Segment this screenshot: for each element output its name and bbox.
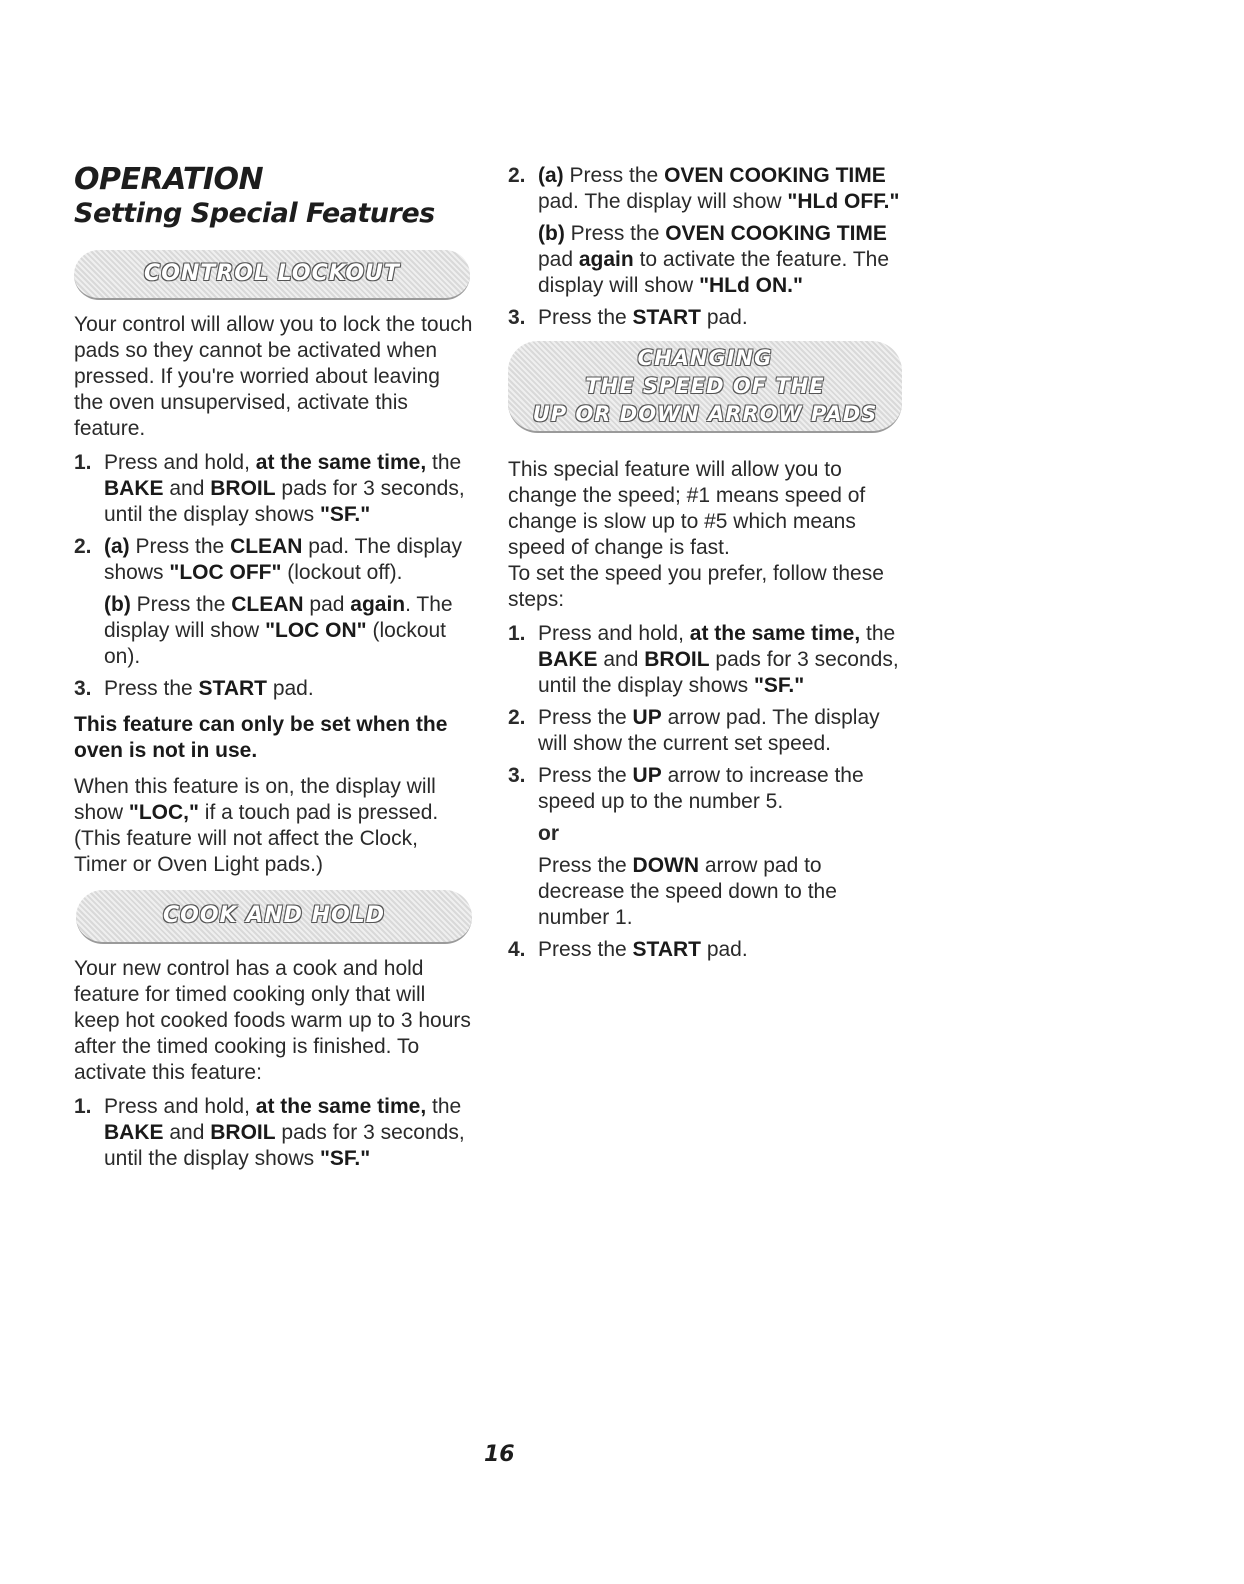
control-lockout-note: This feature can only be set when the oven is not in use. bbox=[74, 713, 448, 762]
arrow-speed-steps bbox=[508, 621, 908, 963]
section-title: OPERATION bbox=[74, 162, 264, 197]
control-lockout-intro: Your control will allow you to lock the touch pads so they cannot be activated when pressed. If you're worried about leaving the oven unsupervised, activate this feature. bbox=[74, 313, 473, 440]
step-text: Press and hold, at the same time, the BAKE and BROIL pads for 3 seconds, until the display shows "SF." bbox=[104, 451, 465, 526]
step-number: 3. bbox=[74, 677, 92, 700]
step-number: 4. bbox=[508, 938, 526, 961]
step-text: Press and hold, at the same time, the BAKE and BROIL pads for 3 seconds, until the display shows "SF." bbox=[104, 1095, 465, 1170]
step-number: 2. bbox=[508, 706, 526, 729]
list-item bbox=[508, 305, 908, 331]
left-column bbox=[74, 162, 474, 1178]
step-text: Press the START pad. bbox=[104, 677, 314, 700]
list-item bbox=[74, 450, 474, 528]
sub-step-b: (b) Press the OVEN COOKING TIME pad again to activate the feature. The display will show "HLd ON." bbox=[538, 222, 890, 297]
control-lockout-banner bbox=[74, 250, 470, 300]
or-label: or bbox=[538, 822, 559, 845]
cook-and-hold-heading: COOK AND HOLD bbox=[162, 903, 385, 928]
cook-and-hold-intro: Your new control has a cook and hold feature for timed cooking only that will keep hot cooked foods warm up to 3 hours after the timed cooking is finished. To activate this feature: bbox=[74, 957, 471, 1084]
step-text: Press and hold, at the same time, the BAKE and BROIL pads for 3 seconds, until the display shows "SF." bbox=[538, 622, 899, 697]
arrow-speed-banner bbox=[508, 341, 902, 433]
arrow-speed-instructions: To set the speed you prefer, follow these steps: bbox=[508, 562, 884, 611]
list-item bbox=[508, 937, 908, 963]
step-text: Press the START pad. bbox=[538, 938, 748, 961]
sub-step-a: (a) Press the OVEN COOKING TIME pad. The display will show "HLd OFF." bbox=[538, 164, 900, 213]
list-item bbox=[74, 534, 474, 670]
step-text: Press the UP arrow pad. The display will show the current set speed. bbox=[538, 706, 880, 755]
step-number: 3. bbox=[508, 306, 526, 329]
step-number: 1. bbox=[74, 1095, 92, 1118]
cook-and-hold-steps-right bbox=[508, 163, 908, 331]
arrow-speed-intro: This special feature will allow you to change the speed; #1 means speed of change is slow up to #5 which means speed of change is fast. bbox=[508, 458, 866, 559]
list-item bbox=[74, 676, 474, 702]
step-number: 2. bbox=[74, 535, 92, 558]
sub-step-a: (a) Press the CLEAN pad. The display shows "LOC OFF" (lockout off). bbox=[104, 535, 462, 584]
list-item bbox=[508, 621, 908, 699]
list-item bbox=[508, 163, 908, 299]
arrow-speed-heading-line3: UP OR DOWN ARROW PADS bbox=[532, 402, 878, 426]
alt-step: Press the DOWN arrow pad to decrease the speed down to the number 1. bbox=[538, 854, 837, 929]
sub-step-b: (b) Press the CLEAN pad again. The display will show "LOC ON" (lockout on). bbox=[104, 593, 453, 668]
step-text bbox=[104, 534, 474, 670]
step-text bbox=[538, 163, 908, 299]
step-number: 3. bbox=[508, 764, 526, 787]
list-item bbox=[508, 705, 908, 757]
arrow-speed-heading-line1: CHANGING bbox=[637, 346, 773, 370]
step-number: 1. bbox=[508, 622, 526, 645]
step-number: 2. bbox=[508, 164, 526, 187]
right-column bbox=[508, 163, 908, 969]
cook-and-hold-banner bbox=[76, 890, 472, 944]
control-lockout-heading: CONTROL LOCKOUT bbox=[144, 261, 400, 286]
control-lockout-outro: When this feature is on, the display will show "LOC," if a touch pad is pressed. (This feature will not affect the Clock, Timer or Oven Light pads.) bbox=[74, 775, 439, 876]
control-lockout-steps bbox=[74, 450, 474, 702]
cook-and-hold-steps-left bbox=[74, 1094, 474, 1172]
step-text: Press the START pad. bbox=[538, 306, 748, 329]
arrow-speed-heading-line2: THE SPEED OF THE bbox=[585, 374, 825, 398]
subsection-title: Setting Special Features bbox=[74, 198, 435, 229]
step-text: Press the UP arrow to increase the speed up to the number 5. or Press the DOWN arrow pad to decrease the speed down to the number 1. bbox=[538, 763, 908, 931]
list-item bbox=[508, 763, 908, 931]
page-number: 16 bbox=[484, 1442, 515, 1467]
list-item bbox=[74, 1094, 474, 1172]
step-number: 1. bbox=[74, 451, 92, 474]
